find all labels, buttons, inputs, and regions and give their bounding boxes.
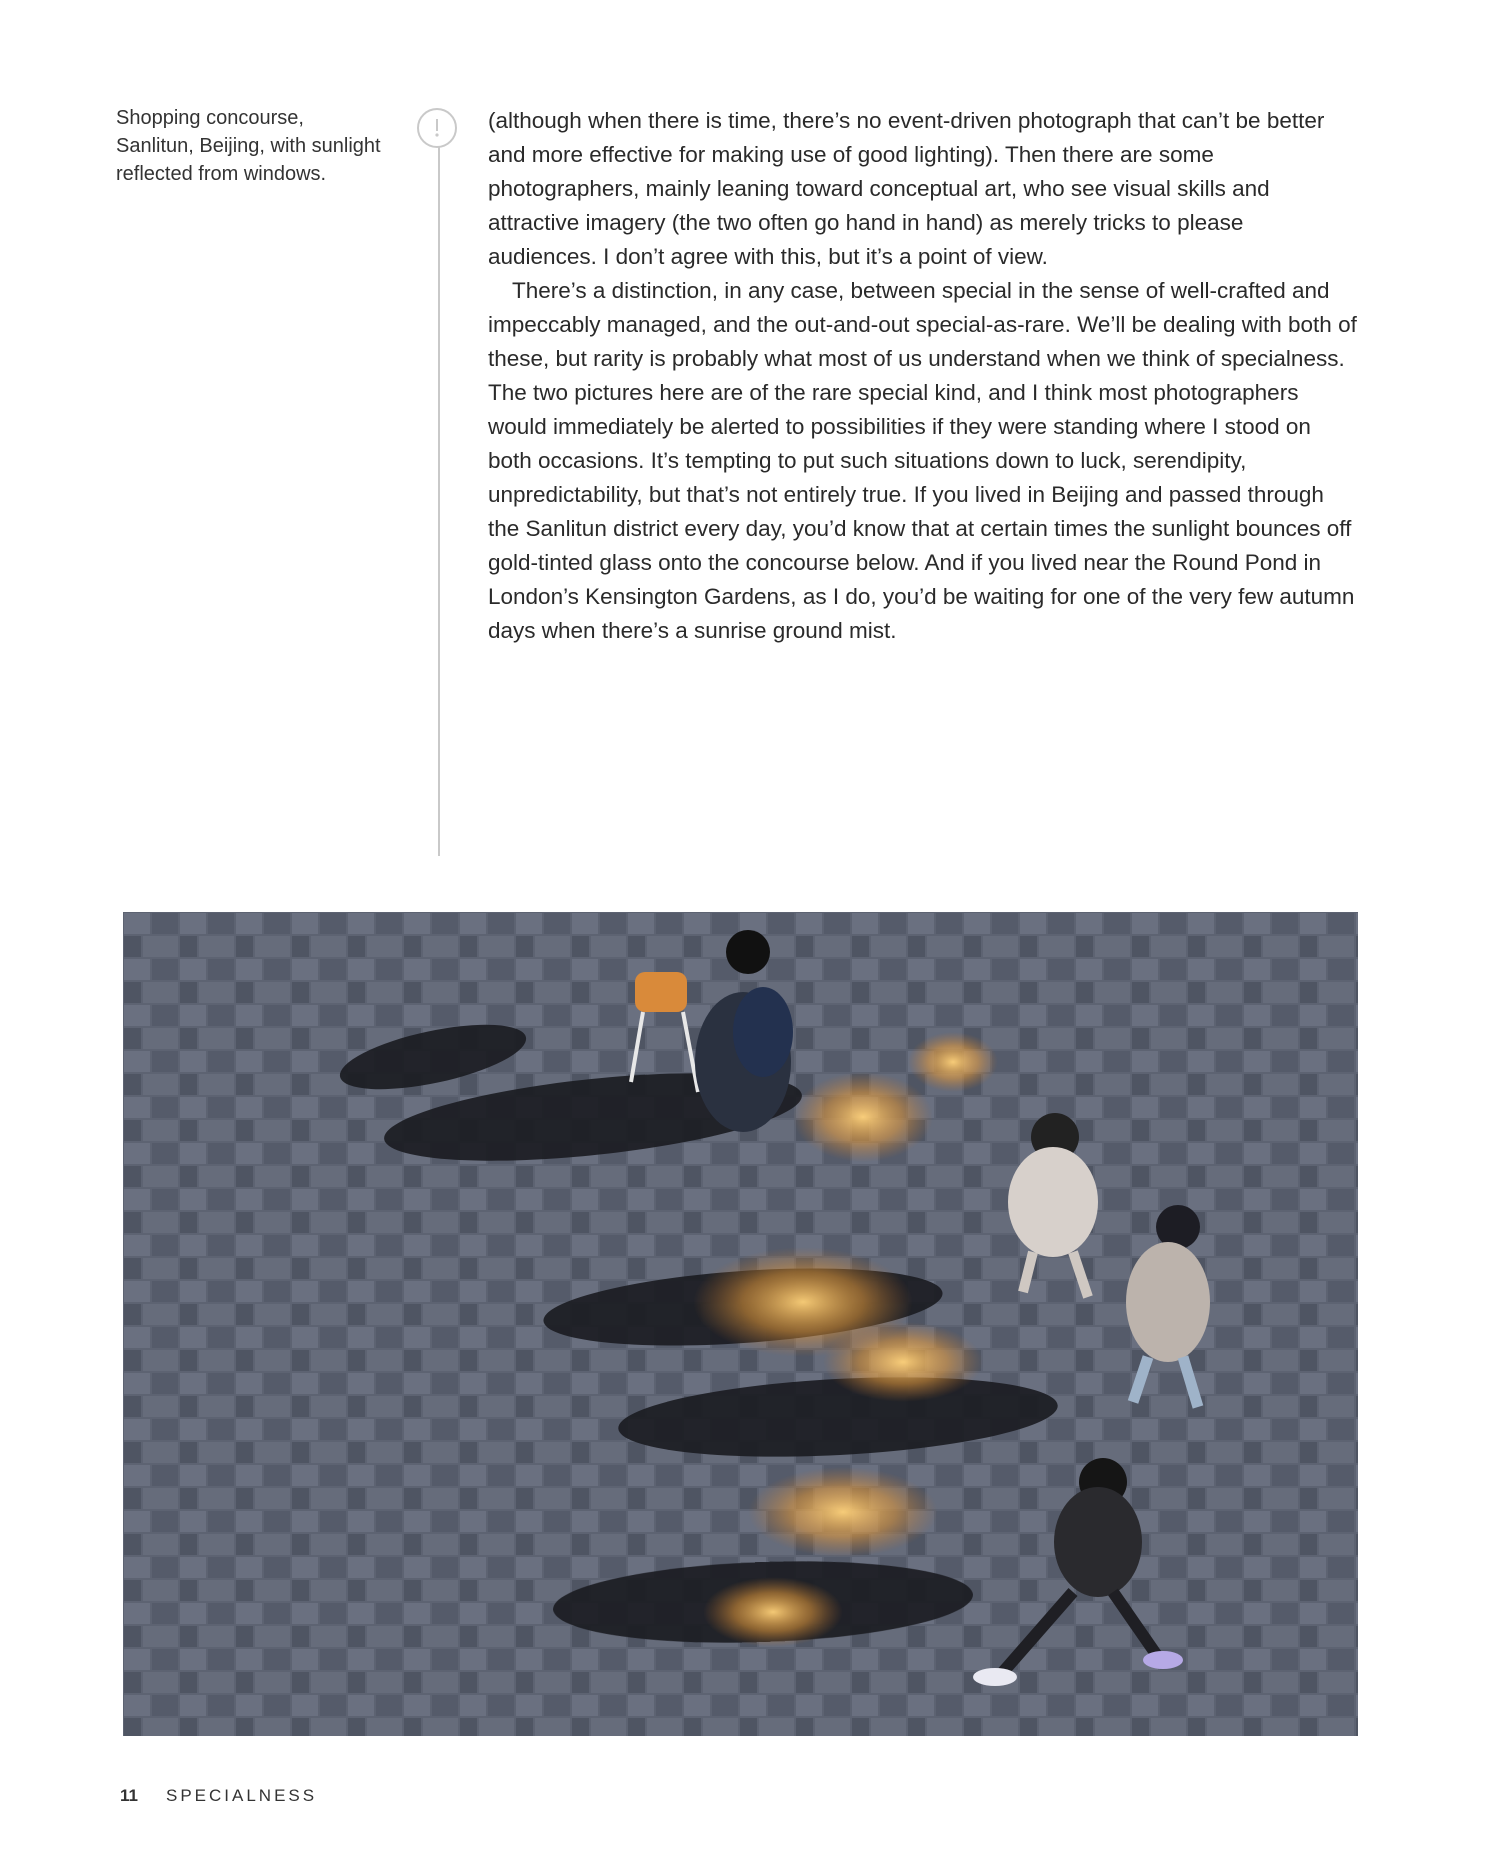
exclamation-glyph [427, 116, 447, 140]
page-number: 11 [120, 1786, 138, 1805]
running-head: SPECIALNESS [165, 1786, 318, 1805]
body-paragraph-1: (although when there is time, there’s no event-driven photograph that can’t be better and more effective for making use of good lighting). Then there are some photographers, mainly leaning toward conceptual art, who see visual skills and attractive imagery (the two often go hand in hand) as merely tricks to please audiences. I don’t agree with this, but it’s a point of view. [488, 108, 1325, 269]
photo-caption: Shopping concourse, Sanlitun, Beijing, with sunlight reflected from windows. [116, 107, 381, 185]
concourse-photograph [123, 912, 1358, 1736]
photo-illustration [123, 912, 1358, 1736]
body-text [488, 104, 1358, 648]
margin-rule [438, 136, 440, 856]
page-footer [120, 1786, 317, 1806]
body-paragraph-2: There’s a distinction, in any case, between special in the sense of well-crafted and impeccably managed, and the out-and-out special-as-rare. We’ll be dealing with both of these, but rarity is probably what most of us understand when we think of specialness. The two pictures here are of the rare special kind, and I think most photographers would immediately be alerted to possibilities if they were standing where I stood on both occasions. It’s tempting to put such situations down to luck, serendipity, unpredictability, but that’s not entirely true. If you lived in Beijing and passed through the Sanlitun district every day, you’d know that at certain times the sunlight bounces off gold-tinted glass onto the concourse below. And if you lived near the Round Pond in London’s Kensington Gardens, as I do, you’d be waiting for one of the very few autumn days when there’s a sunrise ground mist. [488, 278, 1357, 643]
exclamation-circle-icon [417, 108, 457, 148]
